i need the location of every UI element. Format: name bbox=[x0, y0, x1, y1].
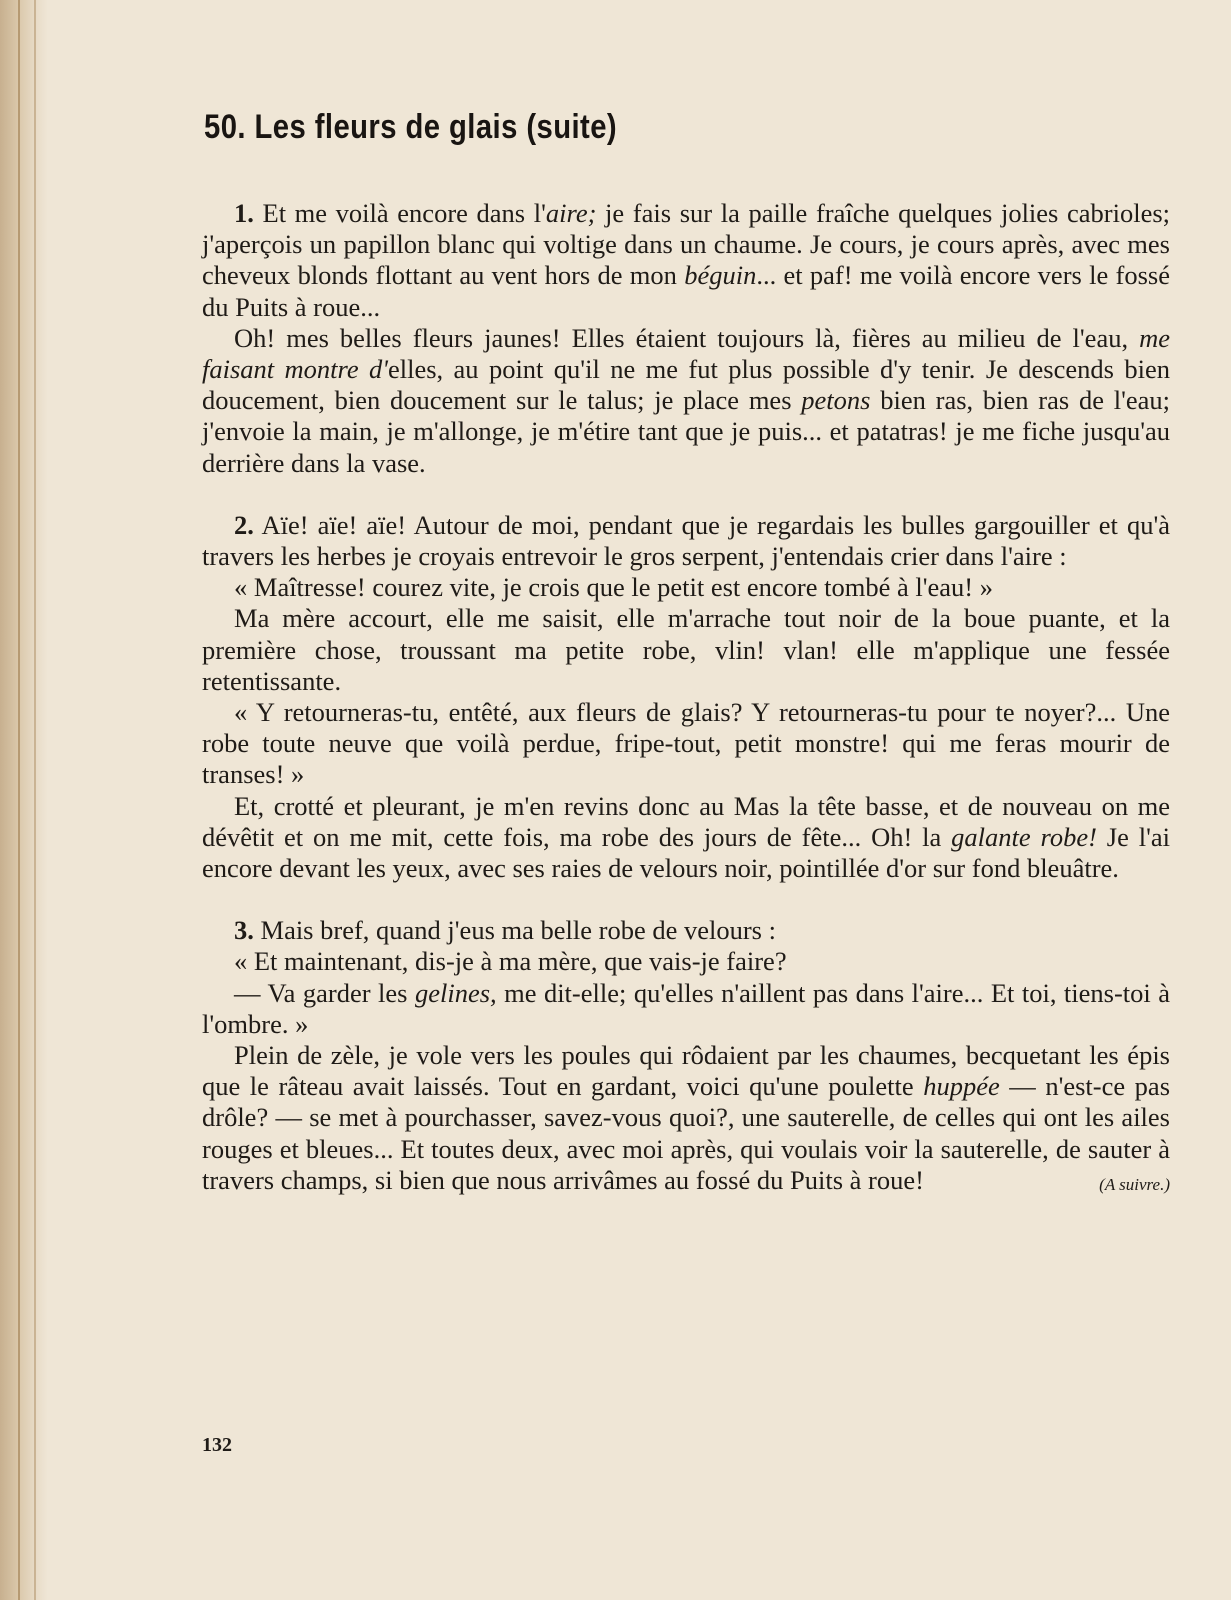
text-run: « Maîtresse! courez vite, je crois que le petit est encore tombé à l'eau! » bbox=[234, 572, 993, 603]
paragraph bbox=[202, 1040, 1170, 1196]
section-number: 2. bbox=[234, 509, 254, 540]
chapter-title: 50. Les fleurs de glais (suite) bbox=[204, 108, 618, 146]
text-run: ... et paf! me voilà encore vers le fossé du Puits à roue... bbox=[202, 260, 1170, 322]
page-number: 132 bbox=[202, 1434, 232, 1456]
text-run: Et, crotté et pleurant, je m'en revins donc au Mas la tête basse, et de nouveau on me dévêtit et on me mit, cette fois, ma robe des jours de fête... Oh! la bbox=[202, 790, 1170, 852]
text-run: — n'est-ce pas drôle? — se met à pourchasser, savez-vous quoi?, une sauterelle, de celles qui ont les ailes rouges et bleues... Et toutes deux, avec moi après, qui voulais voir la sauterelle, de sauter à travers champs, si bien que nous arrivâmes au fossé du Puits à roue! bbox=[202, 1071, 1171, 1195]
page-edge-line bbox=[18, 0, 20, 1600]
text-run: Et me voilà encore dans l' bbox=[253, 198, 546, 228]
text-run: bien ras, bien ras de l'eau; j'envoie la main, je m'allonge, je m'étire tant que je puis... et patatras! je me fiche jusqu'au derrière dans la vase. bbox=[202, 385, 1171, 478]
text-run: me dit-elle; qu'elles n'aillent pas dans l'aire... Et toi, tiens-toi à l'ombre. » bbox=[202, 977, 1170, 1039]
italic-term: me faisant montre d' bbox=[202, 322, 1170, 385]
paragraph bbox=[202, 915, 1170, 946]
paragraph bbox=[202, 603, 1170, 697]
continuation-note: (A suivre.) bbox=[1099, 1174, 1170, 1194]
italic-term: gelines, bbox=[414, 977, 497, 1008]
section-number: 1. bbox=[234, 198, 254, 228]
italic-term: galante robe! bbox=[951, 821, 1097, 852]
paragraph bbox=[202, 510, 1170, 572]
paragraph bbox=[202, 323, 1170, 479]
text-run: Mais bref, quand j'eus ma belle robe de velours : bbox=[253, 915, 776, 946]
page-gutter-shadow bbox=[0, 0, 48, 1600]
text-run: Je l'ai encore devant les yeux, avec ses raies de velours noir, pointillée d'or sur fond bleuâtre. bbox=[202, 821, 1171, 884]
page-edge-line bbox=[34, 0, 36, 1600]
text-run: Plein de zèle, je vole vers les poules qui rôdaient par les chaumes, becquetant les épis que le râteau avait laissés. Tout en gardant, voici qu'une poulette bbox=[202, 1040, 1170, 1102]
italic-term: huppée bbox=[923, 1071, 1000, 1102]
text-run: je fais sur la paille fraîche quelques jolies cabrioles; j'aperçois un papillon blanc qui voltige dans un chaume. Je cours, je cours après, avec mes cheveux blonds flottant au vent hors de mon bbox=[202, 198, 1171, 291]
text-run: Oh! mes belles fleurs jaunes! Elles étaient toujours là, fières au milieu de l'eau, bbox=[234, 322, 1140, 353]
paragraph bbox=[202, 198, 1170, 323]
italic-term: petons bbox=[801, 385, 871, 416]
text-run: — Va garder les bbox=[234, 977, 415, 1008]
text-run: « Et maintenant, dis-je à ma mère, que vais-je faire? bbox=[234, 946, 787, 977]
paragraph bbox=[202, 791, 1170, 885]
body-text bbox=[202, 198, 1170, 1200]
text-run: elles, au point qu'il ne me fut plus possible d'y tenir. Je descends bien doucement, bien doucement sur le talus; je place mes bbox=[202, 354, 1170, 416]
paragraph bbox=[202, 946, 1170, 977]
text-run: Ma mère accourt, elle me saisit, elle m'arrache tout noir de la boue puante, et la première chose, troussant ma petite robe, vlin! vlan! elle m'applique une fessée retentissante. bbox=[202, 603, 1170, 696]
paragraph bbox=[202, 697, 1170, 791]
section-number: 3. bbox=[234, 915, 254, 946]
italic-term: aire; bbox=[545, 198, 597, 228]
paragraph bbox=[202, 978, 1170, 1040]
italic-term: béguin bbox=[684, 260, 757, 291]
text-run: Aïe! aïe! aïe! Autour de moi, pendant que je regardais les bulles gargouiller et qu'à travers les herbes je croyais entrevoir le gros serpent, j'entendais crier dans l'aire : bbox=[202, 509, 1170, 572]
paragraph bbox=[202, 572, 1170, 603]
text-run: « Y retourneras-tu, entêté, aux fleurs de glais? Y retourneras-tu pour te noyer?... Une robe toute neuve que voilà perdue, fripe-tout, petit monstre! qui me feras mourir de transes! » bbox=[202, 697, 1170, 790]
